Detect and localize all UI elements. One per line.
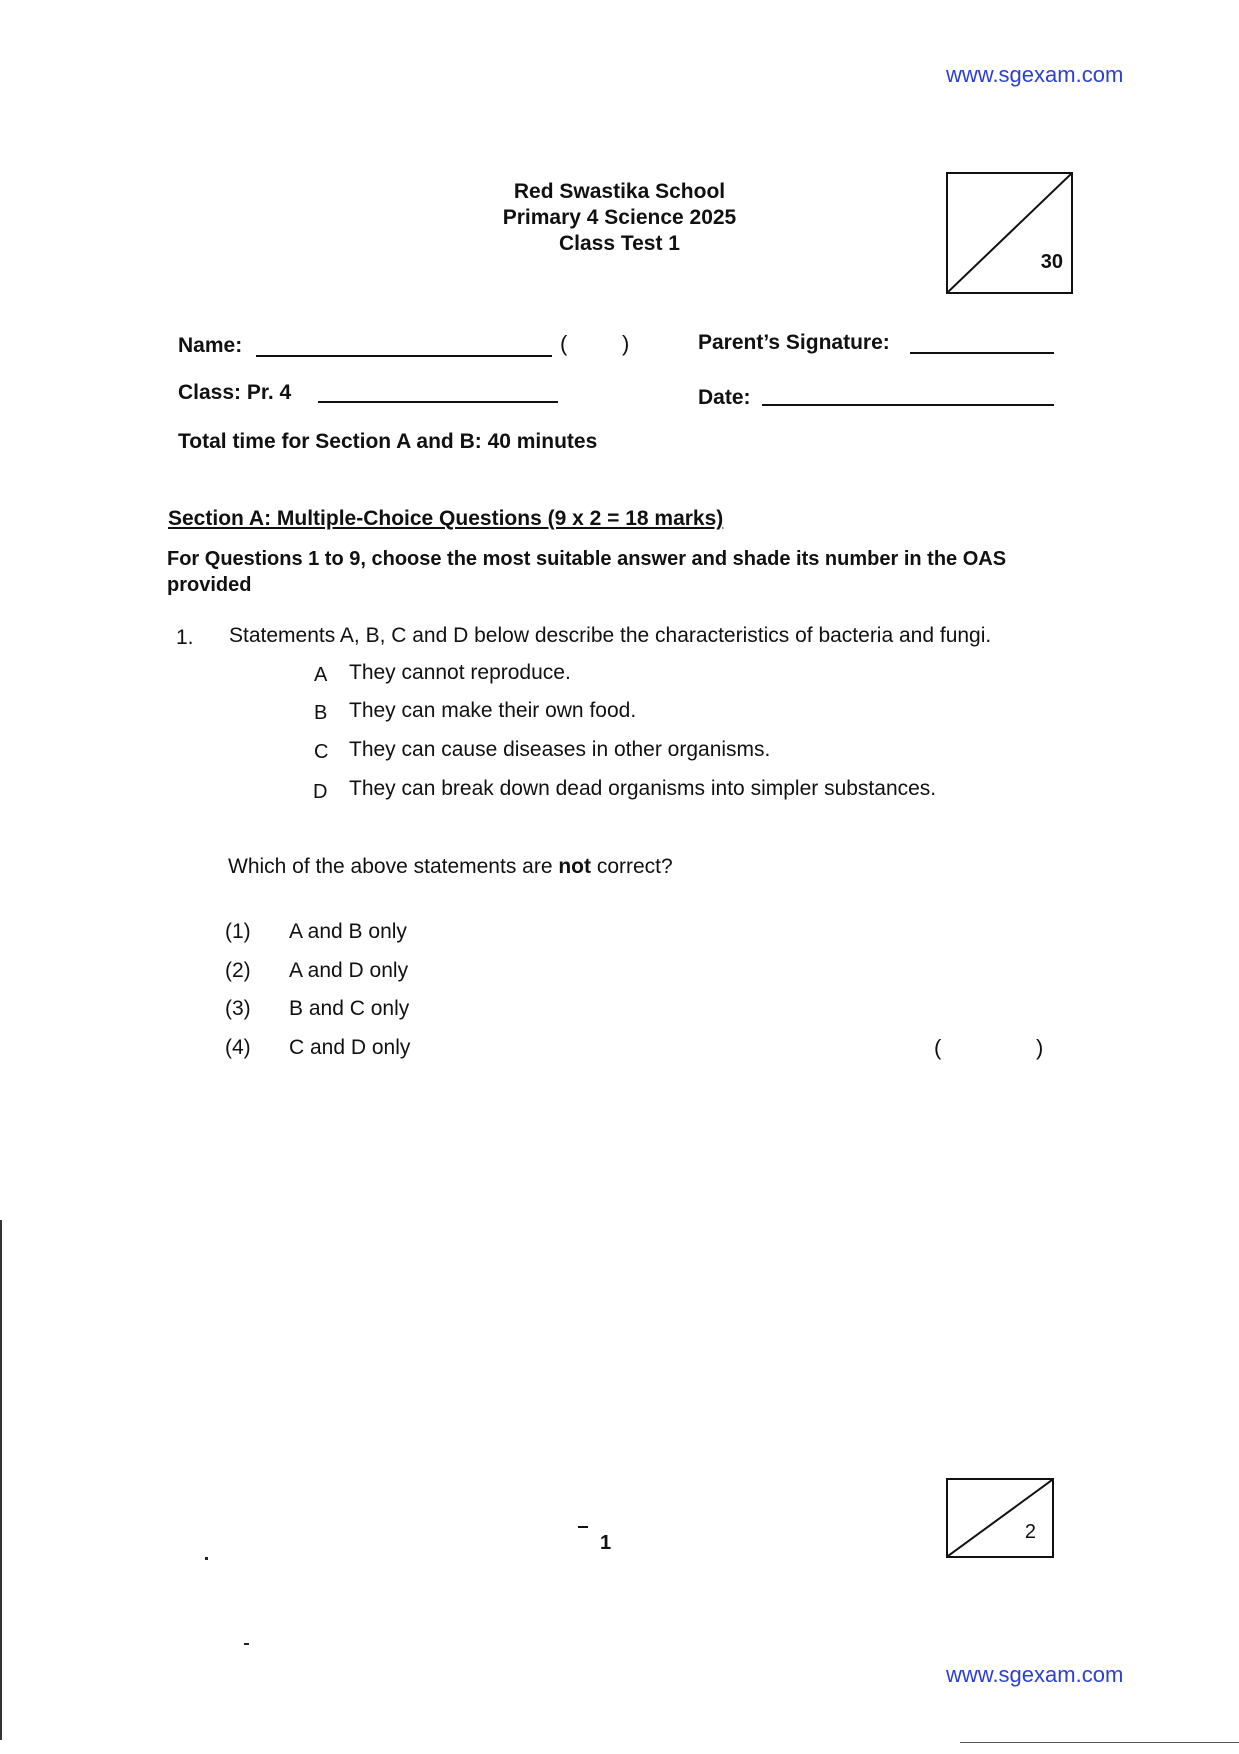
- option-number: (4): [225, 1036, 251, 1059]
- class-line[interactable]: [318, 401, 558, 403]
- prompt-end: correct?: [591, 855, 673, 878]
- page-number-dash: [578, 1526, 588, 1528]
- watermark-bottom: www.sgexam.com: [946, 1662, 1124, 1687]
- parent-signature-label: Parent’s Signature:: [698, 331, 890, 354]
- question-number: 1.: [176, 626, 194, 649]
- total-marks: 30: [1040, 251, 1063, 273]
- section-a-instruction: For Questions 1 to 9, choose the most suitable answer and shade its number in the OAS provided: [167, 548, 1007, 596]
- index-open-paren: (: [560, 331, 568, 356]
- date-label: Date:: [698, 386, 751, 409]
- statement-letter: D: [313, 781, 328, 803]
- scan-speck: [205, 1557, 208, 1560]
- scan-edge-line: [0, 1220, 2, 1740]
- time-note: Total time for Section A and B: 40 minutes: [178, 430, 598, 453]
- option-text[interactable]: A and B only: [289, 920, 407, 943]
- option-number: (3): [225, 997, 251, 1020]
- statement-letter: C: [314, 741, 329, 763]
- scan-speck: [244, 1643, 249, 1645]
- prompt-start: Which of the above statements are: [228, 855, 559, 878]
- page-marks: 2: [1024, 1521, 1036, 1543]
- name-label: Name:: [178, 334, 243, 357]
- statement-text: They can make their own food.: [349, 699, 637, 722]
- subject-title: Primary 4 Science 2025: [502, 206, 737, 229]
- scan-edge-line: [960, 1742, 1239, 1743]
- watermark-top: www.sgexam.com: [946, 62, 1124, 87]
- page-score-box: [946, 1478, 1054, 1558]
- option-text[interactable]: A and D only: [289, 959, 409, 982]
- option-number: (2): [225, 959, 251, 982]
- statement-letter: A: [314, 664, 328, 686]
- question-stem: Statements A, B, C and D below describe the characteristics of bacteria and fungi.: [229, 624, 992, 647]
- page-box-diagonal: [948, 1480, 1052, 1556]
- name-line[interactable]: [256, 355, 552, 357]
- statement-text: They can cause diseases in other organisms.: [349, 738, 771, 761]
- page-number: 1: [600, 1532, 612, 1554]
- prompt-emphasis: not: [558, 855, 591, 878]
- index-close-paren: ): [622, 331, 630, 356]
- option-text[interactable]: B and C only: [289, 997, 410, 1020]
- option-number: (1): [225, 920, 251, 943]
- statement-text: They can break down dead organisms into simpler substances.: [349, 777, 937, 800]
- option-text[interactable]: C and D only: [289, 1036, 411, 1059]
- parent-signature-line[interactable]: [910, 352, 1054, 354]
- score-box-diagonal: [948, 174, 1071, 292]
- answer-open-paren: (: [934, 1035, 942, 1060]
- total-score-box: [946, 172, 1073, 294]
- question-prompt: [228, 855, 673, 879]
- school-name: Red Swastika School: [513, 180, 726, 203]
- date-line[interactable]: [762, 404, 1054, 406]
- test-title: Class Test 1: [558, 232, 680, 255]
- answer-blank[interactable]: [946, 1032, 1034, 1062]
- statement-text: They cannot reproduce.: [349, 661, 571, 684]
- statement-letter: B: [314, 702, 328, 724]
- class-label: Class: Pr. 4: [178, 381, 292, 404]
- answer-close-paren: ): [1036, 1035, 1044, 1060]
- section-a-title: Section A: Multiple-Choice Questions (9 x 2 = 18 marks): [168, 507, 724, 530]
